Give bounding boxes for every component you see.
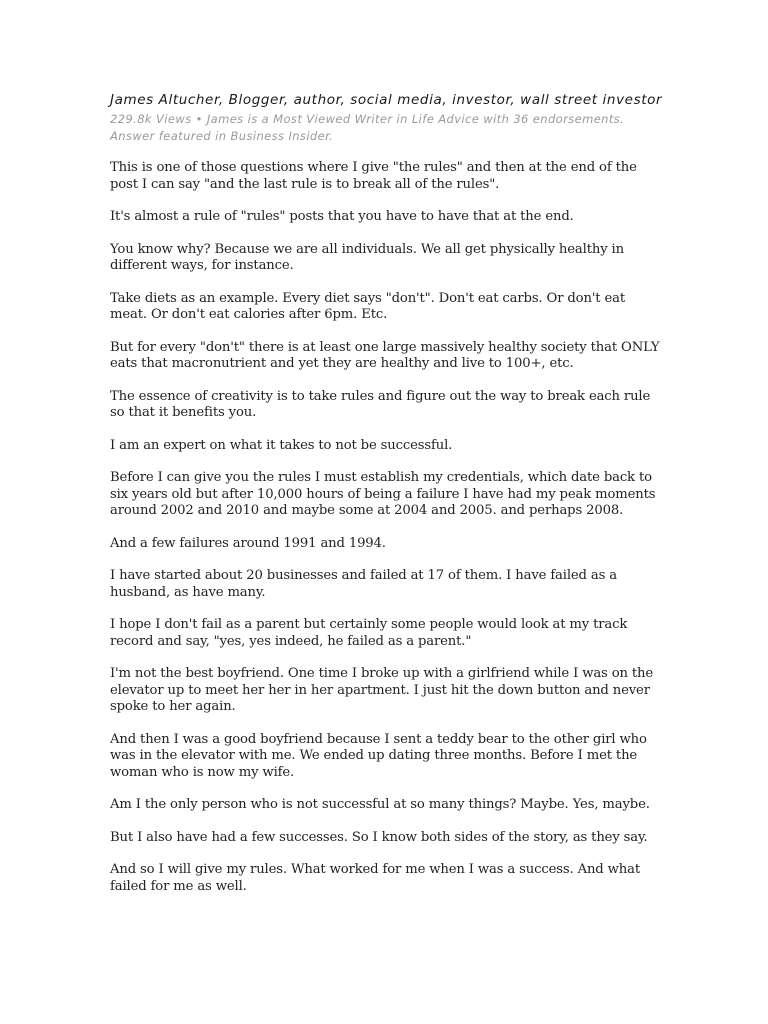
paragraph: But I also have had a few successes. So I know both sides of the story, as they say.	[110, 829, 648, 845]
paragraph: And a few failures around 1991 and 1994.	[110, 535, 386, 551]
paragraph: But for every "don't" there is at least one large massively healthy society that ONLY eats that macronutrient and yet they are healthy and live to 100+, etc.	[110, 339, 660, 371]
answer-body	[110, 160, 660, 895]
paragraph: It's almost a rule of "rules" posts that you have to have that at the end.	[110, 209, 574, 224]
paragraph: I am an expert on what it takes to not be successful.	[110, 437, 453, 453]
paragraph: Am I the only person who is not successful at so many things? Maybe. Yes, maybe.	[110, 797, 650, 812]
paragraph: I'm not the best boyfriend. One time I broke up with a girlfriend while I was on the elevator up to meet her her in her apartment. I just hit the down button and never spoke to her again.	[110, 666, 654, 714]
paragraph: You know why? Because we are all individuals. We all get physically healthy in different ways, for instance.	[110, 241, 624, 273]
paragraph: The essence of creativity is to take rules and figure out the way to break each rule so that it benefits you.	[110, 388, 651, 420]
paragraph: I have started about 20 businesses and failed at 17 of them. I have failed as a husband, as have many.	[110, 568, 617, 600]
paragraph: I hope I don't fail as a parent but certainly some people would look at my track record and say, "yes, yes indeed, he failed as a parent."	[110, 617, 628, 649]
paragraph: And then I was a good boyfriend because I sent a teddy bear to the other girl who was in the elevator with me. We ended up dating three months. Before I met the woman who is now my wife.	[110, 731, 647, 780]
paragraph: Before I can give you the rules I must establish my credentials, which date back to six years old but after 10,000 hours of being a failure I have had my peak moments around 2002 and 2010 and maybe some at 2004 and 2005. and perhaps 2008.	[110, 470, 656, 518]
featured-note: Answer featured in Business Insider.	[110, 129, 334, 143]
view-stats-line	[110, 111, 660, 145]
paragraph: This is one of those questions where I give "the rules" and then at the end of the post I can say "and the last rule is to break all of the rules".	[110, 160, 637, 192]
views-and-endorsements: 229.8k Views • James is a Most Viewed Writer in Life Advice with 36 endorsements.	[110, 112, 625, 126]
author-credential-line: James Altucher, Blogger, author, social media, investor, wall street investor	[110, 92, 663, 108]
paragraph: Take diets as an example. Every diet says "don't". Don't eat carbs. Or don't eat meat. Or don't eat calories after 6pm. Etc.	[110, 290, 625, 322]
paragraph: And so I will give my rules. What worked for me when I was a success. And what failed for me as well.	[110, 862, 640, 894]
